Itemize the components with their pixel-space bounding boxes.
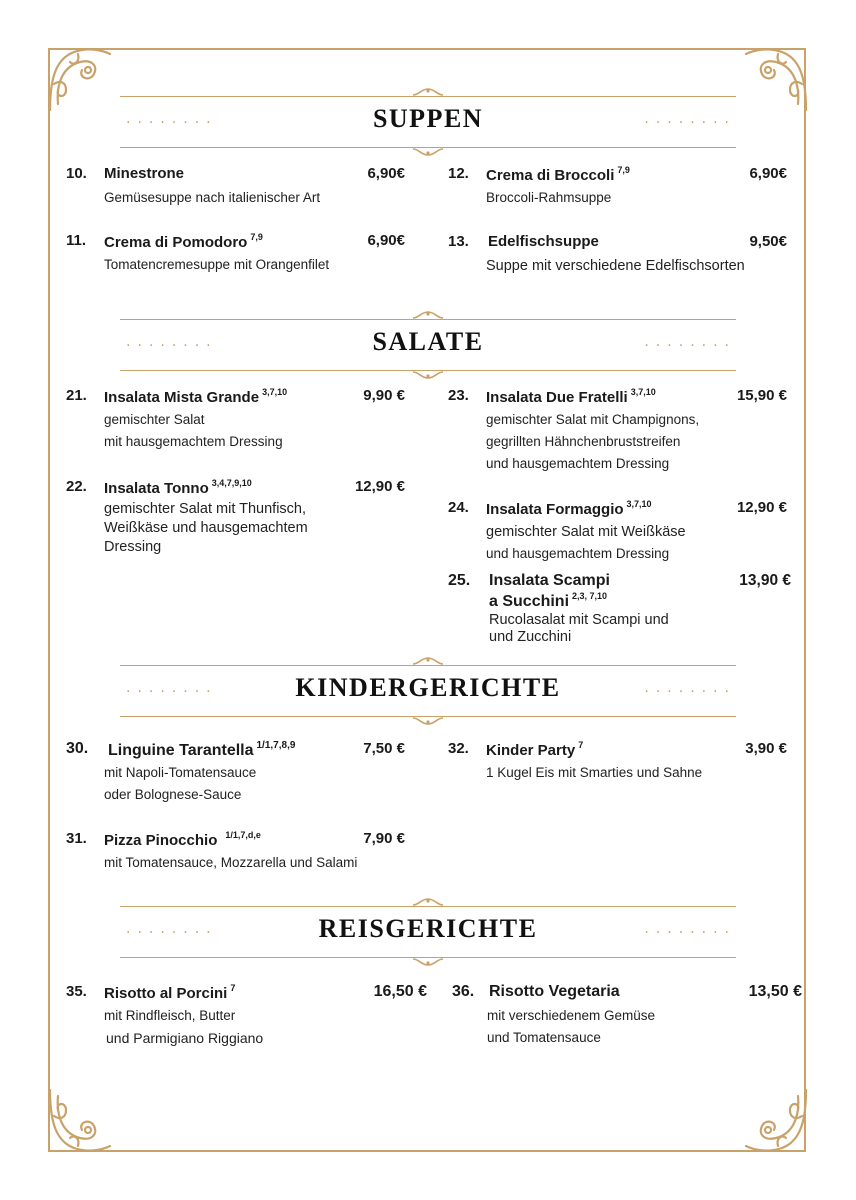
- menu-item: [66, 165, 411, 209]
- item-description: mit Napoli-Tomatensauce: [104, 765, 257, 780]
- item-number: 21.: [66, 387, 87, 404]
- section-title: REISGERICHTE: [318, 914, 538, 943]
- item-price: 9,50€: [749, 233, 787, 250]
- item-name: Risotto al Porcini $^7$: [104, 983, 236, 1002]
- item-number: 13.: [448, 233, 469, 250]
- item-number: 30.: [66, 740, 89, 757]
- allergen-codes: 1/1,7,d,e: [225, 830, 261, 840]
- item-price: 7,50 €: [363, 740, 405, 757]
- item-price: 9,90 €: [363, 387, 405, 404]
- allergen-codes: 7,9: [617, 165, 630, 175]
- menu-item: [66, 478, 411, 557]
- item-description: gegrillten Hähnchenbruststreifen: [486, 434, 681, 449]
- allergen-codes: 3,7,10: [630, 387, 656, 397]
- item-description: Broccoli-Rahmsuppe: [486, 190, 612, 205]
- item-name: Crema di Broccoli $^{7,9}$: [486, 165, 630, 184]
- menu-item: [448, 233, 793, 277]
- item-name: Risotto Vegetaria: [489, 983, 620, 1000]
- flourish-icon: [411, 897, 445, 907]
- item-description: und Tomatensauce: [487, 1030, 601, 1045]
- item-number: 24.: [448, 499, 469, 516]
- item-price: 16,50 €: [373, 983, 427, 1000]
- item-price: 7,90 €: [363, 830, 405, 847]
- section-header-salate: [120, 313, 736, 377]
- item-number: 32.: [448, 740, 469, 757]
- dot-ornament: ········: [126, 115, 218, 131]
- item-price: 6,90€: [367, 232, 405, 249]
- menu-item: [448, 499, 793, 565]
- menu-item: [448, 740, 793, 784]
- item-description: gemischter Salat mit Champignons,: [486, 412, 700, 427]
- item-description: Weißkäse und hausgemachtem: [104, 520, 308, 536]
- item-description: mit Tomatensauce, Mozzarella und Salami: [104, 855, 358, 870]
- allergen-codes: 3,7,10: [626, 499, 652, 509]
- menu-item: [66, 387, 411, 453]
- item-number: 12.: [448, 165, 469, 182]
- item-name: Insalata Tonno $^{3,4,7,9,10}$: [104, 478, 252, 497]
- item-description: und hausgemachtem Dressing: [486, 456, 670, 471]
- allergen-codes: 3,7,10: [262, 387, 288, 397]
- item-number: 31.: [66, 830, 87, 847]
- item-description: 1 Kugel Eis mit Smarties und Sahne: [486, 765, 703, 780]
- dot-ornament: ········: [126, 338, 218, 354]
- flourish-icon: [411, 716, 445, 726]
- section-header-suppen: [120, 90, 736, 154]
- item-description: und Parmigiano Riggiano: [106, 1030, 264, 1046]
- item-name: Edelfischsuppe: [488, 233, 599, 250]
- ornate-corner-icon: [44, 44, 116, 116]
- item-price: 12,90 €: [736, 499, 787, 516]
- section-title: SUPPEN: [372, 104, 484, 133]
- dot-ornament: ········: [644, 338, 736, 354]
- item-number: 25.: [448, 572, 471, 589]
- menu-item: [448, 572, 793, 646]
- item-price: 3,90 €: [745, 740, 787, 757]
- item-price: 13,90 €: [739, 572, 791, 589]
- section-title: SALATE: [372, 327, 484, 356]
- section-header-kindergerichte: [120, 659, 736, 723]
- item-description: Suppe mit verschiedene Edelfischsorten: [486, 258, 745, 274]
- item-name: a Succhini $^{2,3, 7,10}$: [489, 591, 608, 610]
- section-header-reisgerichte: [120, 900, 736, 964]
- ornate-corner-icon: [740, 1084, 812, 1156]
- dot-ornament: ········: [644, 684, 736, 700]
- flourish-icon: [411, 370, 445, 380]
- item-name: Linguine Tarantella $^{1/1,7,8,9}$: [108, 740, 296, 759]
- flourish-icon: [411, 656, 445, 666]
- item-name: Kinder Party $^7$: [486, 740, 584, 759]
- item-description: Rucolasalat mit Scampi und: [489, 612, 669, 628]
- item-description: gemischter Salat: [104, 412, 205, 427]
- menu-item: [66, 740, 411, 806]
- section-title: KINDERGERICHTE: [295, 673, 561, 702]
- flourish-icon: [411, 147, 445, 157]
- item-price: 6,90€: [367, 165, 405, 182]
- allergen-codes: 7: [230, 983, 236, 993]
- dot-ornament: ········: [126, 684, 218, 700]
- item-price: 6,90€: [749, 165, 787, 182]
- allergen-codes: 7,9: [250, 232, 263, 242]
- item-description: und Zucchini: [489, 629, 572, 645]
- item-number: 36.: [452, 983, 475, 1000]
- item-description: Dressing: [104, 539, 162, 555]
- item-number: 22.: [66, 478, 87, 495]
- item-description: mit Rindfleisch, Butter: [104, 1008, 236, 1023]
- allergen-codes: 7: [578, 740, 584, 750]
- flourish-icon: [411, 957, 445, 967]
- allergen-codes: 2,3, 7,10: [572, 591, 608, 601]
- allergen-codes: 1/1,7,8,9: [256, 740, 296, 751]
- item-price: 15,90 €: [736, 387, 787, 404]
- item-name: Insalata Formaggio $^{3,7,10}$: [486, 499, 652, 518]
- allergen-codes: 3,4,7,9,10: [211, 478, 252, 488]
- item-description: gemischter Salat mit Weißkäse: [486, 524, 686, 540]
- item-description: Gemüsesuppe nach italienischer Art: [104, 190, 321, 205]
- item-name: Minestrone: [104, 165, 185, 182]
- dot-ornament: ········: [644, 925, 736, 941]
- item-description: Tomatencremesuppe mit Orangenfilet: [104, 257, 330, 272]
- dot-ornament: ········: [126, 925, 218, 941]
- item-name: Insalata Scampi: [489, 572, 610, 589]
- item-number: 11.: [66, 232, 87, 249]
- item-price: 13,50 €: [748, 983, 802, 1000]
- item-name: Crema di Pomodoro $^{7,9}$: [104, 232, 263, 251]
- item-name: Pizza Pinocchio $^{1/1,7,d,e}$: [104, 830, 261, 849]
- menu-item: [66, 983, 431, 1049]
- menu-item: [66, 830, 411, 874]
- flourish-icon: [411, 87, 445, 97]
- item-number: 23.: [448, 387, 469, 404]
- menu-item: [448, 387, 793, 475]
- item-number: 35.: [66, 983, 87, 1000]
- menu-item: [452, 983, 804, 1049]
- item-description: mit verschiedenem Gemüse: [487, 1008, 656, 1023]
- item-description: mit hausgemachtem Dressing: [104, 434, 283, 449]
- item-description: und hausgemachtem Dressing: [486, 546, 670, 561]
- item-price: 12,90 €: [354, 478, 405, 495]
- item-description: oder Bolognese-Sauce: [104, 787, 242, 802]
- flourish-icon: [411, 310, 445, 320]
- item-name: Insalata Due Fratelli $^{3,7,10}$: [486, 387, 656, 406]
- menu-item: [448, 165, 793, 209]
- ornate-corner-icon: [740, 44, 812, 116]
- menu-item: [66, 232, 411, 276]
- item-number: 10.: [66, 165, 87, 182]
- item-name: Insalata Mista Grande $^{3,7,10}$: [104, 387, 288, 406]
- dot-ornament: ········: [644, 115, 736, 131]
- item-description: gemischter Salat mit Thunfisch,: [104, 501, 307, 517]
- ornate-corner-icon: [44, 1084, 116, 1156]
